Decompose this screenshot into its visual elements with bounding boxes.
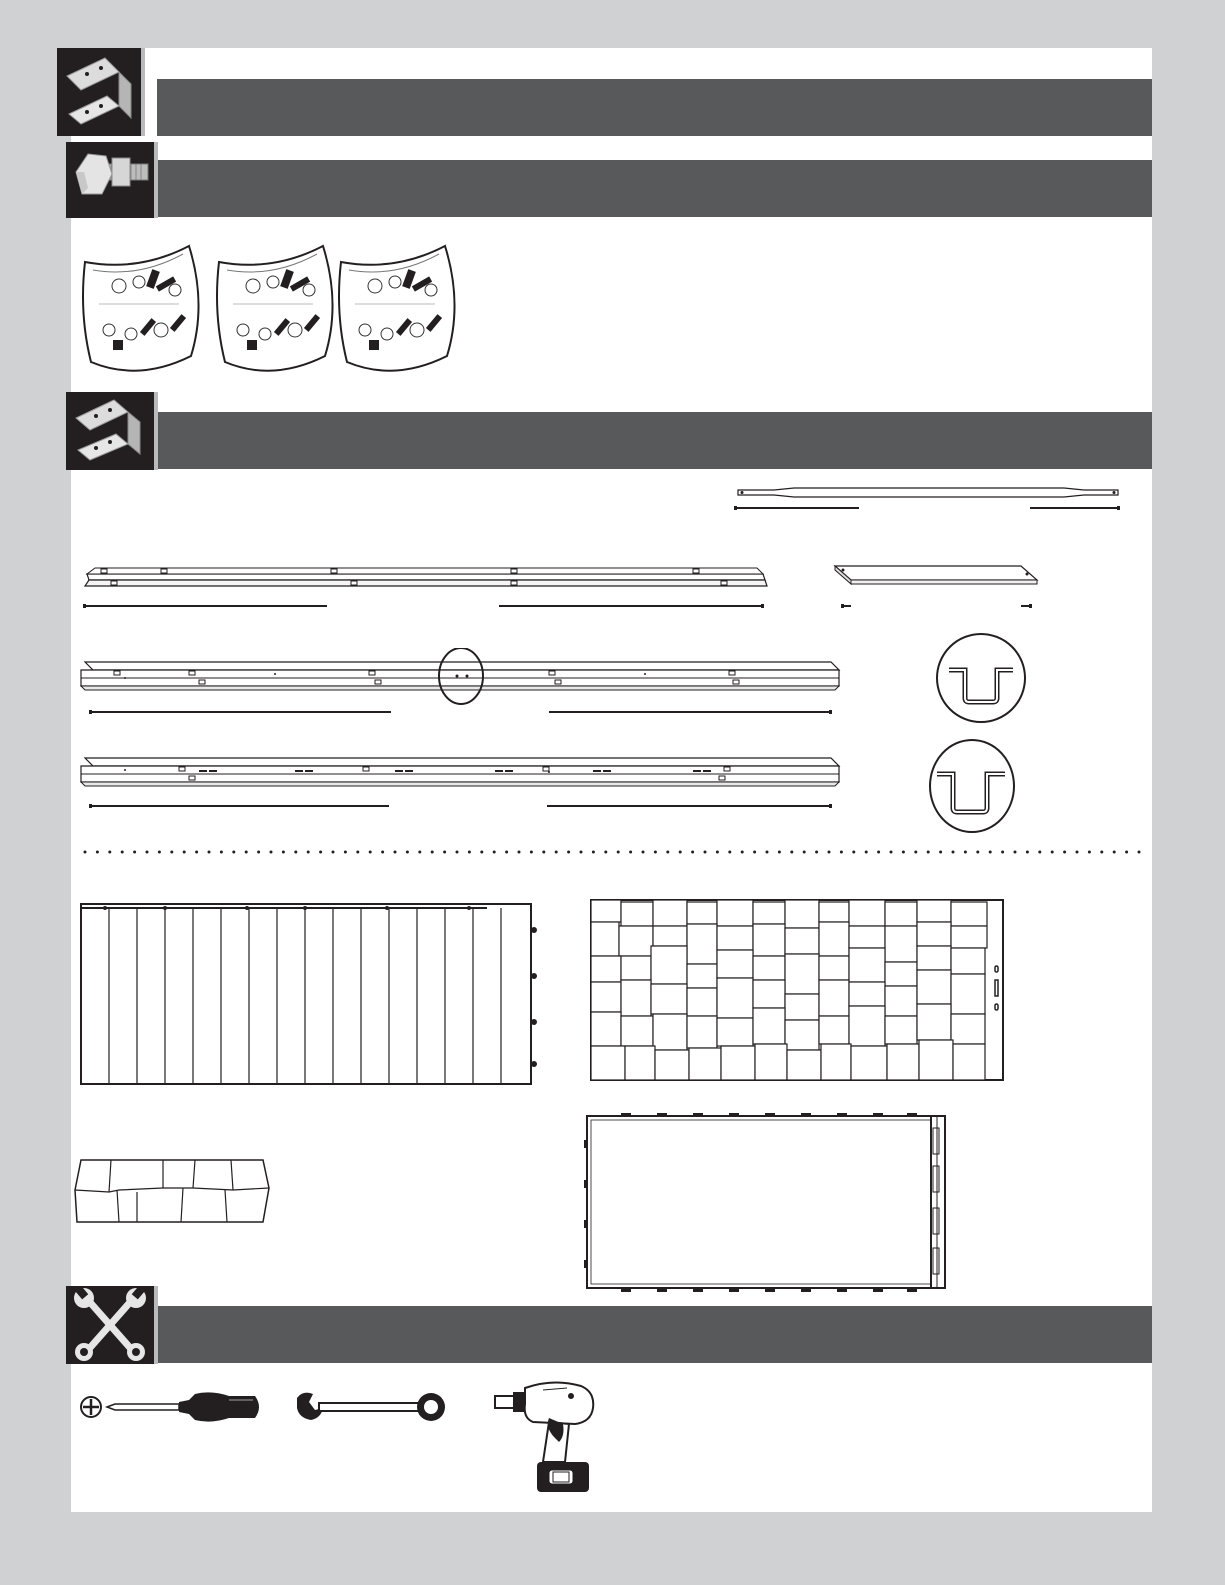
bracket-icon bbox=[66, 392, 158, 470]
section-header-bar-parts bbox=[157, 412, 1152, 469]
shingle-roof-panel bbox=[587, 896, 1011, 1086]
dotted-separator bbox=[83, 848, 1151, 856]
section-header-bar-tools bbox=[157, 1306, 1152, 1363]
hardware-bag-group bbox=[79, 238, 469, 378]
wall-panel bbox=[77, 900, 543, 1090]
bolt-nut-icon bbox=[66, 142, 158, 218]
section-header-bar-bolts bbox=[157, 160, 1152, 217]
long-flat-bar bbox=[734, 486, 1124, 516]
bracket-icon bbox=[57, 48, 145, 136]
angle-rail bbox=[81, 564, 771, 614]
channel-rail-1 bbox=[79, 648, 845, 720]
floor-panel bbox=[581, 1110, 951, 1294]
combination-wrench-icon bbox=[293, 1384, 449, 1430]
channel-profile-detail-1 bbox=[935, 632, 1027, 724]
short-angle-bracket bbox=[833, 562, 1039, 612]
phillips-screwdriver-icon bbox=[79, 1382, 263, 1432]
cordless-drill-icon bbox=[493, 1378, 609, 1498]
channel-rail-2 bbox=[79, 748, 845, 812]
channel-profile-detail-2 bbox=[927, 738, 1017, 834]
shingle-strip bbox=[73, 1156, 273, 1226]
section-header-bar-bracket bbox=[157, 79, 1152, 136]
crossed-wrenches-icon bbox=[66, 1286, 158, 1364]
instruction-sheet bbox=[71, 48, 1152, 1512]
